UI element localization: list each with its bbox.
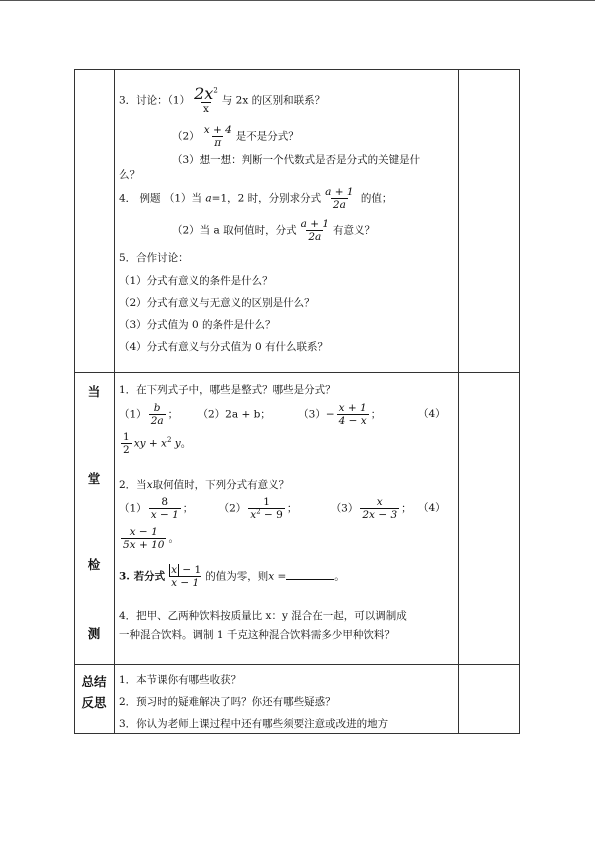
p2-c-den: 2x − 3 [362, 509, 398, 521]
q3-num: 2x [194, 84, 214, 103]
p1-options [119, 402, 381, 427]
q3c-line2: 么？ [119, 169, 140, 181]
summary-item-3: 3．你认为老师上课过程中还有哪些须要注意或改进的地方 [119, 718, 389, 730]
p2-a-num: 8 [161, 496, 169, 508]
p1-b: （2）2a + b； [197, 408, 271, 421]
table-border-right [519, 69, 520, 734]
q5-item-2: （2）分式有意义与无意义的区别是什么？ [119, 297, 315, 309]
q5-item-3: （3）分式值为 0 的条件是什么？ [119, 319, 276, 331]
summary-item-2: 2．预习时的疑难解决了吗？你还有哪些疑惑？ [119, 696, 336, 708]
p2-a-label: （1） [119, 502, 147, 515]
p2-x: x [146, 479, 153, 491]
q5-heading: 5．合作讨论： [119, 252, 189, 264]
p3-num-rest: − 1 [179, 564, 202, 576]
p2-c-sep: ； [401, 502, 412, 515]
summary-item-1: 1．本节课你有哪些收获？ [119, 674, 242, 686]
p2-d-num: x − 1 [129, 526, 158, 538]
p3-line [119, 564, 345, 589]
p2-a-fraction [149, 496, 181, 521]
q4b-suffix: 有意义？ [333, 224, 376, 237]
p2-c-label: （3） [330, 502, 359, 515]
p1-d-fraction [121, 431, 132, 456]
q4b-num: a + 1 [300, 218, 330, 230]
p3-prefix: 3. 若分式 [119, 570, 166, 583]
q4-fraction [323, 186, 355, 211]
p2-b-sup: 2 [256, 507, 261, 516]
q3b-line [172, 124, 299, 149]
column-divider-2 [458, 69, 459, 734]
p2-question [119, 478, 289, 492]
p1-a-den: 2a [150, 415, 164, 427]
q3b-fraction [202, 124, 234, 149]
p2-d-end: 。 [168, 532, 179, 545]
p1-c-sep: ； [370, 408, 382, 421]
p1-d-end: 。 [180, 437, 192, 450]
side-label-summary-1: 总结 [81, 674, 107, 689]
p2-a-den: x − 1 [150, 509, 179, 521]
p3-den: x − 1 [171, 577, 200, 589]
q4-line [119, 186, 392, 211]
q3b-suffix: 是不是分式？ [235, 130, 299, 143]
q3-fraction [192, 86, 220, 115]
p4-line1: 4．把甲、乙两种饮料按质量比 x：y 混合在一起，可以调制成 [119, 610, 407, 622]
q3b-prefix: （2） [172, 130, 200, 143]
p2-a-sep: ； [182, 502, 194, 515]
q4b-line [172, 218, 375, 243]
p3-mid: 的值为零，则 [205, 570, 269, 583]
p2-prefix: 2．当 [119, 479, 147, 491]
page-top-rule [0, 0, 595, 1]
side-label-check-1: 当 [87, 384, 101, 399]
q3-prefix: 3．讨论：（1） [119, 94, 191, 107]
p1-a-label: （1） [119, 408, 147, 421]
p1-a-fraction [149, 402, 166, 427]
side-label-check-3: 检 [87, 557, 101, 572]
p3-num-x: x [171, 564, 178, 576]
q3c-line1: （3）想一想：判断一个代数式是否是分式的关键是什 [172, 154, 421, 166]
p1-c-den: 4 − x [338, 415, 367, 427]
q5-item-1: （1）分式有意义的条件是什么？ [119, 275, 273, 287]
p2-suffix: 取何值时，下列分式有意义？ [152, 479, 290, 491]
table-border-bottom [74, 733, 520, 734]
side-label-check-4: 测 [87, 626, 101, 641]
q4-a: a [205, 192, 212, 205]
p2-b-den-b: − 9 [260, 509, 283, 521]
p2-c-num: x [376, 496, 383, 508]
q3-den: x [203, 103, 209, 115]
p1-c-num: x + 1 [338, 402, 367, 414]
column-divider-1 [114, 69, 115, 734]
p2-d-fraction [121, 526, 166, 551]
row-divider-2 [74, 664, 520, 665]
p1-d-num: 1 [123, 431, 130, 443]
p2-b-den-a: x [250, 509, 257, 521]
p2-b-sep: ； [286, 502, 298, 515]
p2-b-label: （2） [218, 502, 247, 515]
q4b-prefix: （2）当 a 取何值时，分式 [172, 224, 297, 237]
p2-b-num: 1 [263, 496, 270, 508]
p1-d-label: （4） [418, 408, 446, 420]
p1-d-line [119, 431, 191, 456]
q5-item-4: （4）分式有意义与分式值为 0 有什么联系？ [119, 341, 329, 353]
q4-suffix: 的值； [357, 192, 393, 205]
p2-c-fraction [360, 496, 399, 521]
q3b-den: π [214, 137, 222, 149]
p2-d-label: （4） [418, 502, 446, 514]
q4-mid: =1，2 时，分别求分式 [211, 192, 322, 205]
q3b-num: x + 4 [203, 124, 232, 136]
p3-eq: = [274, 570, 287, 583]
q4-prefix: 4． 例题 （1）当 [119, 192, 203, 205]
p2-d-den: 5x + 10 [123, 539, 165, 551]
p1-question: 1．在下列式子中，哪些是整式？哪些是分式？ [119, 384, 336, 396]
p3-fraction [167, 564, 203, 589]
p3-end: 。 [334, 570, 345, 583]
row-divider-1 [74, 372, 520, 373]
p3-answer-blank[interactable] [286, 569, 334, 580]
p1-d-expr-a: xy + x [133, 437, 167, 450]
p2-b-fraction [248, 496, 285, 521]
q4-den: 2a [332, 199, 346, 211]
q3-line [119, 86, 325, 115]
p1-d-den: 2 [123, 444, 130, 456]
side-label-check-2: 堂 [87, 471, 101, 486]
q4b-fraction [299, 218, 331, 243]
p2-d-line [119, 526, 179, 551]
p1-d-sup: 2 [166, 436, 172, 444]
p1-c-label: （3）− [298, 408, 335, 421]
p1-d-expr-b: y [174, 437, 181, 450]
table-border-top [74, 69, 520, 70]
p1-a-num: b [153, 402, 161, 414]
p1-c-fraction [337, 402, 369, 427]
q4-num: a + 1 [325, 186, 354, 198]
p4-line2: 一种混合饮料。调制 1 千克这种混合饮料需多少甲种饮料？ [119, 629, 395, 641]
p3-x: x [268, 570, 275, 583]
p1-a-sep: ； [167, 408, 179, 421]
q4b-den: 2a [308, 231, 322, 243]
side-label-summary-2: 反思 [81, 695, 107, 710]
q3-sup: 2 [213, 86, 218, 95]
p2-options [119, 496, 412, 521]
q3-suffix: 与 2x 的区别和联系？ [221, 94, 326, 107]
